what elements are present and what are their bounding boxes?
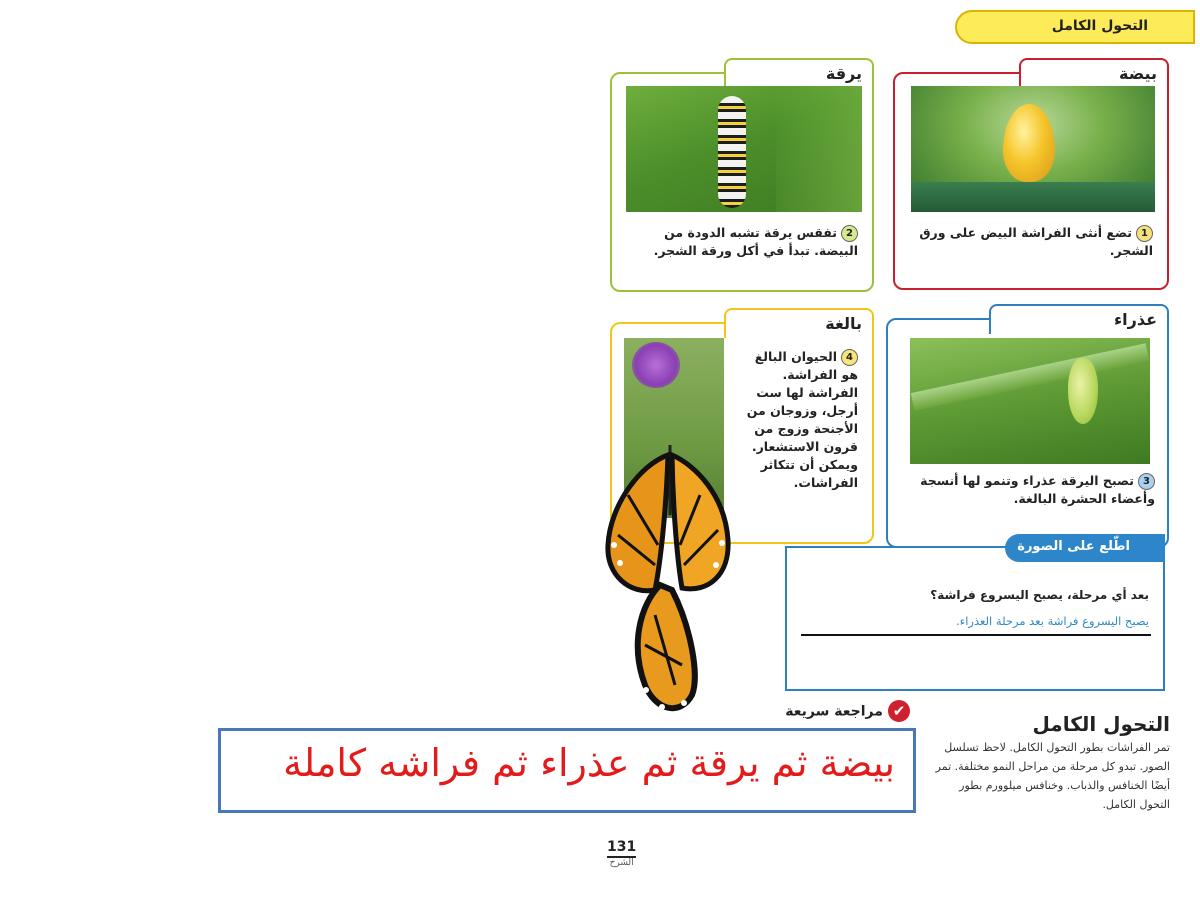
pupa-text: تصبح اليرقة عذراء وتنمو لها أنسجة وأعضاء الحشرة البالغة.	[920, 473, 1155, 506]
butterfly-icon	[600, 425, 740, 725]
banner-title: التحول الكامل	[1051, 18, 1148, 34]
page-number-label: الشرح	[609, 858, 634, 868]
egg-tab	[1019, 58, 1169, 88]
pupa-panel	[886, 310, 1169, 548]
step-number-1: 1	[1136, 225, 1153, 242]
step-number-4: 4	[841, 349, 858, 366]
pupa-photo	[910, 338, 1150, 464]
answer-overlay	[218, 728, 916, 813]
look-at-picture-tab	[1005, 534, 1165, 562]
pupa-title: عذراء	[1113, 310, 1157, 329]
look-tab-label: اطّلع على الصورة	[1017, 539, 1130, 554]
step-number-2: 2	[841, 225, 858, 242]
checkmark-icon: ✔	[888, 700, 910, 722]
section-heading: التحول الكامل	[1032, 712, 1170, 736]
pupa-caption	[895, 472, 1155, 508]
adult-text: الحيوان البالغ هو الفراشة. الفراشة لها ست أرجل، وزوجان من الأجنحة وزوج من قرون الاستشعار. ويمكن أن تتكاثر الفراشات.	[746, 349, 858, 490]
egg-title: بيضة	[1118, 64, 1157, 83]
look-at-picture-box	[785, 546, 1165, 691]
adult-caption	[740, 348, 858, 492]
look-question: بعد أي مرحلة، يصبح اليسروع فراشة؟	[930, 588, 1149, 602]
egg-photo	[911, 86, 1155, 212]
egg-panel	[893, 64, 1169, 290]
larva-photo	[626, 86, 862, 212]
step-number-3: 3	[1138, 473, 1155, 490]
section-banner	[955, 10, 1195, 44]
page-number	[607, 838, 636, 868]
larva-caption	[623, 224, 858, 260]
adult-tab	[724, 308, 874, 338]
egg-text: تضع أنثى الفراشة البيض على ورق الشجر.	[919, 225, 1153, 258]
larva-title: يرقة	[825, 64, 862, 83]
answer-overlay-text: بيضة ثم يرقة ثم عذراء ثم فراشه كاملة	[283, 741, 895, 785]
larva-tab	[724, 58, 874, 88]
larva-text: تفقس يرقة تشبه الدودة من البيضة. تبدأ في أكل ورقة الشجر.	[653, 225, 858, 258]
answer-line	[801, 634, 1151, 636]
larva-panel	[610, 64, 874, 292]
quick-review	[670, 700, 910, 722]
adult-title: بالغة	[825, 314, 862, 333]
look-answer: يصبح اليسروع فراشة بعد مرحلة العذراء.	[956, 614, 1149, 628]
page-number-value: 131	[607, 838, 636, 858]
quick-review-title: مراجعة سريعة	[785, 703, 883, 720]
pupa-tab	[989, 304, 1169, 334]
egg-caption	[908, 224, 1153, 260]
section-body: تمر الفراشات بطور التحول الكامل. لاحظ تسلسل الصور. تبدو كل مرحلة من مراحل النمو مختلفة. تمر أيضًا الخنافس والذباب. وخنافس ميلوورم بطور التحول الكامل.	[935, 741, 1170, 811]
